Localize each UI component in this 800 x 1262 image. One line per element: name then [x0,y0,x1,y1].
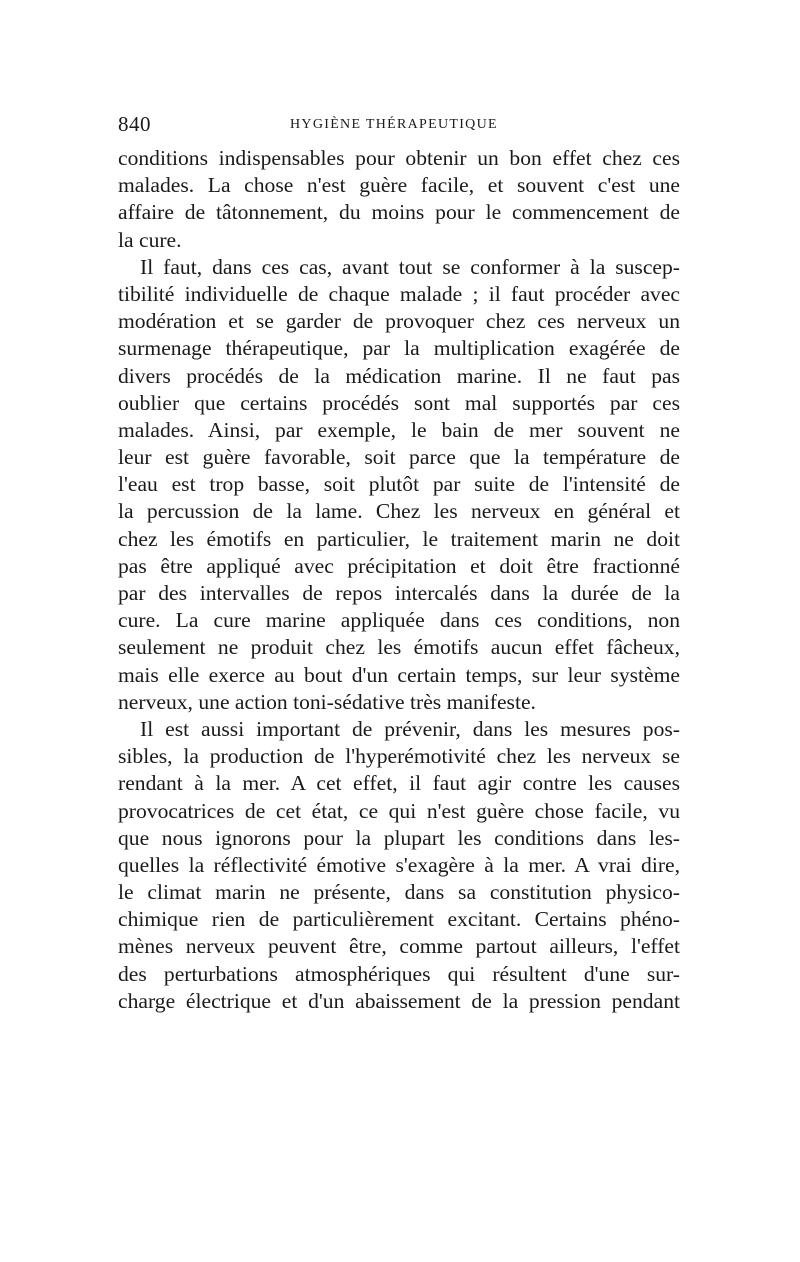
book-page [118,112,680,1015]
text-line: tibilité individuelle de chaque malade ; il faut procéder avec [118,281,680,306]
text-line: oublier que certains procédés sont mal supportés par ces [118,390,680,415]
text-line: leur est guère favorable, soit parce que la température de [118,445,680,470]
text-line: sibles, la production de l'hyperémotivité chez les nerveux se [118,744,680,769]
text-line: des perturbations atmosphériques qui résultent d'une sur- [118,961,680,986]
text-line: la percussion de la lame. Chez les nerveux en général et [118,499,680,524]
text-line: charge électrique et d'un abaissement de la pression pendant [118,988,680,1013]
text-line: mènes nerveux peuvent être, comme partout ailleurs, l'effet [118,934,680,959]
text-line: affaire de tâtonnement, du moins pour le commencement de [118,200,680,225]
text-line: malades. Ainsi, par exemple, le bain de mer souvent ne [118,417,680,442]
text-line: par des intervalles de repos intercalés dans la durée de la [118,581,680,605]
text-line: chimique rien de particulièrement excitant. Certains phéno- [118,907,680,932]
text-line: malades. La chose n'est guère facile, et souvent c'est une [118,173,680,198]
text-line: provocatrices de cet état, ce qui n'est guère chose facile, vu [118,798,680,823]
page-header [118,112,680,142]
text-line: nerveux, une action toni-sédative très manifeste. [118,689,536,714]
text-line: chez les émotifs en particulier, le traitement marin ne doit [118,526,680,551]
text-line: surmenage thérapeutique, par la multiplication exagérée de [118,336,680,361]
running-title: HYGIÈNE THÉRAPEUTIQUE [290,117,498,132]
text-line: Il faut, dans ces cas, avant tout se conformer à la suscep- [140,254,680,279]
text-line: divers procédés de la médication marine. Il ne faut pas [118,363,680,388]
text-line: pas être appliqué avec précipitation et doit être fractionné [118,553,680,578]
text-line: la cure. [118,227,182,252]
text-line: que nous ignorons pour la plupart les conditions dans les- [118,825,680,850]
text-line: modération et se garder de provoquer chez ces nerveux un [118,309,680,334]
text-line: le climat marin ne présente, dans sa constitution physico- [118,880,680,905]
paragraph [118,716,680,1015]
text-line: Il est aussi important de prévenir, dans les mesures pos- [140,716,680,741]
text-line: seulement ne produit chez les émotifs aucun effet fâcheux, [118,635,680,660]
text-line: cure. La cure marine appliquée dans ces conditions, non [118,608,680,633]
paragraph [118,145,680,254]
text-line: rendant à la mer. A cet effet, il faut agir contre les causes [118,771,680,796]
page-number: 840 [118,112,151,136]
paragraph [118,254,680,716]
text-line: mais elle exerce au bout d'un certain temps, sur leur système [118,662,680,687]
text-line: quelles la réflectivité émotive s'exagère à la mer. A vrai dire, [118,852,680,877]
body-text [118,145,680,1015]
text-line: l'eau est trop basse, soit plutôt par suite de l'intensité de [118,472,680,497]
text-line: conditions indispensables pour obtenir un bon effet chez ces [118,146,680,170]
